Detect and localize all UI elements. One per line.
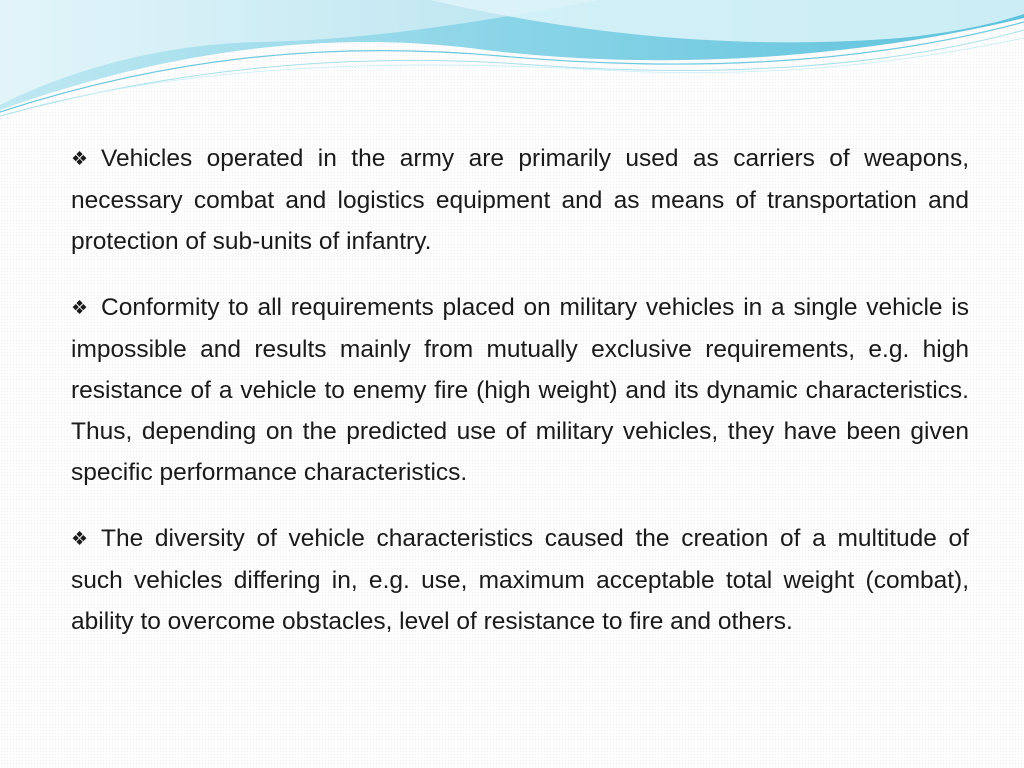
diamond-bullet-icon: ❖ (71, 529, 89, 550)
bullet-item (71, 138, 969, 262)
bullet-text: Conformity to all requirements placed on military vehicles in a single vehicle is impossible and results mainly from mutually exclusive requirements, e.g. high resistance of a vehicle to enemy fire (high weight) and its dynamic characteristics. Thus, depending on the predicted use of military vehicles, they have been given specific performance characteristics. (71, 294, 969, 486)
bullet-text: The diversity of vehicle characteristics caused the creation of a multitude of such vehicles differing in, e.g. use, maximum acceptable total weight (combat), ability to overcome obstacles, level of resistance to fire and others. (71, 525, 969, 635)
diamond-bullet-icon: ❖ (71, 149, 89, 170)
diamond-bullet-icon: ❖ (71, 298, 89, 319)
header-wave-decoration (0, 0, 1024, 120)
bullet-text: Vehicles operated in the army are primarily used as carriers of weapons, necessary combat and logistics equipment and as means of transportation and protection of sub-units of infantry. (71, 145, 969, 255)
bullet-item (71, 518, 969, 642)
bullet-item (71, 287, 969, 493)
slide-body (71, 138, 969, 667)
